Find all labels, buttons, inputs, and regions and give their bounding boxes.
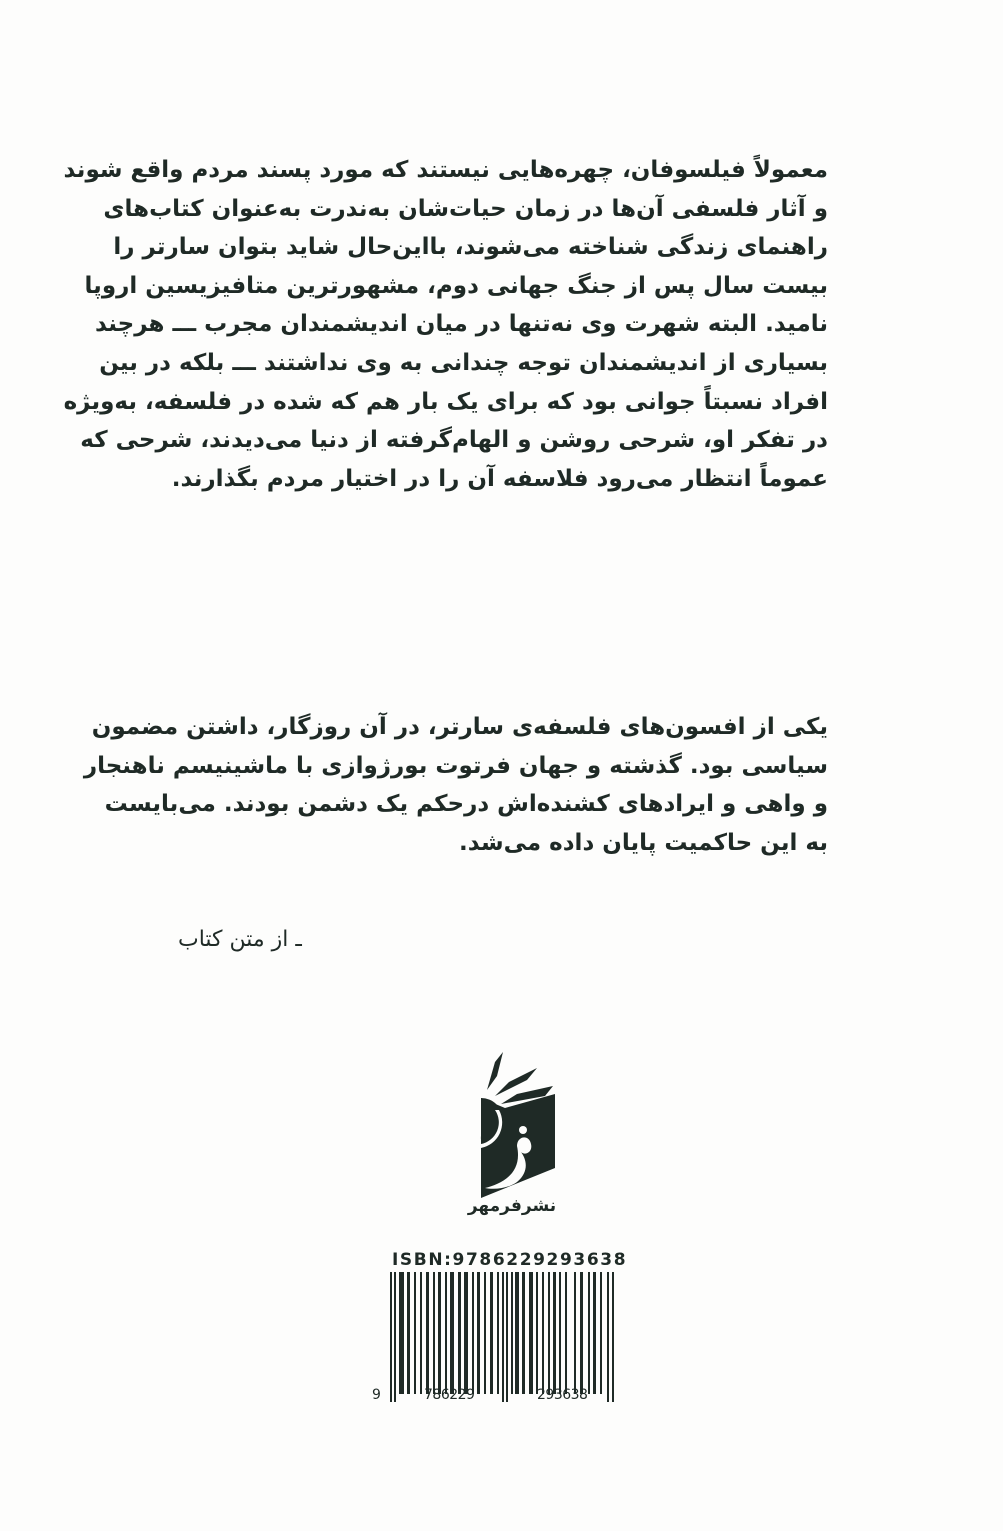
blurb-paragraph-1 (63, 151, 828, 498)
blurb-line: بیست سال پس از جنگ جهانی دوم، مشهورترین متافیزیسین اروپا (84, 272, 828, 299)
quote-source (178, 925, 828, 955)
blurb-paragraph-2 (83, 708, 828, 862)
blurb-line: بسیاری از اندیشمندان توجه چندانی به وی نداشتند ـــ بلکه در بین (99, 349, 828, 376)
blurb-line: و آثار فلسفی آن‌ها در زمان حیات‌شان به‌ندرت به‌عنوان کتاب‌های (103, 195, 828, 222)
isbn-barcode (378, 1248, 630, 1408)
blurb-line: معمولاً فیلسوفان، چهره‌هایی نیستند که مورد پسند مردم واقع شوند (63, 157, 828, 183)
blurb-line: در تفکر او، شرحی روشن و الهام‌گرفته از دنیا می‌دیدند، شرحی که (80, 427, 828, 454)
blurb-line: به این حاکمیت پایان داده می‌شد. (459, 829, 828, 856)
blurb-line: سیاسی بود. گذشته و جهان فرتوت بورژوازی با ماشینیسم ناهنجار (83, 752, 828, 779)
isbn-label: ISBN:9786229293638 (392, 1250, 628, 1270)
book-with-sun-rays-logo-icon (465, 1048, 559, 1198)
publisher-name: نشرفرمهر (467, 1196, 557, 1216)
blurb-line: یکی از افسون‌های فلسفه‌ی سارتر، در آن روزگار، داشتن مضمون (91, 714, 828, 740)
blurb-line: نامید. البته شهرت وی نه‌تنها در میان اندیشمندان مجرب ـــ هرچند (95, 311, 828, 338)
barcode-digits-left: 786229 (424, 1387, 475, 1403)
barcode-digits-right: 293638 (537, 1387, 588, 1403)
blurb-line: و واهی و ایرادهای کشنده‌اش درحکم یک دشمن بودند. می‌بایست (104, 791, 828, 818)
blurb-line: راهنمای زندگی شناخته می‌شوند، بااین‌حال شاید بتوان سارتر را (113, 234, 828, 261)
blurb-line: افراد نسبتاً جوانی بود که برای یک بار هم که شده در فلسفه، به‌ویژه (63, 388, 828, 415)
quote-source-text: ـ از متن کتاب (178, 927, 302, 952)
blurb-line: عموماً انتظار می‌رود فلاسفه آن را در اختیار مردم بگذارند. (171, 465, 828, 492)
barcode-digit-first: 9 (372, 1387, 381, 1403)
